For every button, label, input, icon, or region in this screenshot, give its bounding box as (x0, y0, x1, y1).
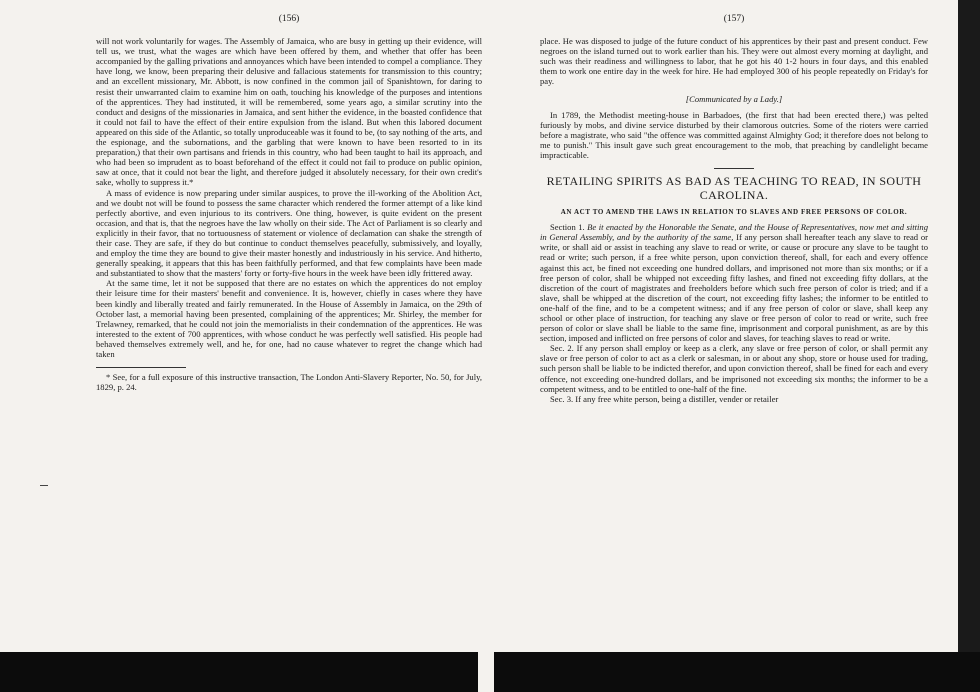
margin-mark (40, 485, 48, 486)
section-1-lead: Section 1. (550, 222, 588, 233)
section-2: Sec. 2. If any person shall employ or keep as a clerk, any slave or free person of color, or shall permit any slave or free person of color to act as a clerk or salesman, in or about any shop, store or house used for trading, such person shall be liable to be indicted therefor, and upon conviction thereof, shall be fined for each and every offence, not exceeding one-hundred dollars, and be imprisoned not exceeding six months; the informer to be a competent witness, and to be entitled to one-half of the fine. (540, 343, 928, 394)
left-paragraph-3: At the same time, let it not be supposed that there are no estates on which the apprentices do not employ their leisure time for their masters' benefit and convenience. It is, however, chiefly in cases where they have been kindly and liberally treated and fairly remunerated. In the House of Assembly in Jamaica, on the 29th of October last, a memorial having been presented, complaining of the apprentices; Mr. Shirley, the member for Trelawney, remarked, that he could not join the memorialists in their condemnation of the apprentices. He was interested to the extent of 700 apprentices, with whose conduct he was perfectly well satisfied. His people had behaved themselves extremely well, and he, for one, had no cause whatever to regret the change which had taken (96, 278, 482, 359)
section-1-text: If any person shall hereafter teach any slave to read or write, or shall aid or assist in teaching any slave to read or write, or cause or procure any slave to be taught to read or write; such person, if a free white person, upon conviction thereof, shall, for each and every offence against this act, be fined not exceeding one hundred dollars, and imprisoned not more than six months; or if a free person of color, shall be whipped not exceeding fifty lashes, and fined not exceeding fifty dollars, at the discretion of the court of magistrates and freeholders before which such free person of color is tried; and if a slave, shall be whipped at the discretion of the court, not exceeding fifty lashes; the informer to be entitled to one-half of the fine, and to be a competent witness; and if any free person of color or slave, shall keep any school or other place of instruction, for teaching any slave or free person of color to read or write, such free person of color or slave shall be liable to the same fine, imprisonment and corporal punishment, as are by this section, imposed and inflicted on free persons of color and slaves, for teaching slaves to read or write. (540, 232, 928, 344)
right-page-number: (157) (723, 14, 745, 24)
left-page-number: (156) (278, 14, 300, 24)
scan-bottom-gap (478, 652, 494, 692)
enacting-clause: Be it enacted by the Honorable the Senate, and the House of Representatives, now met and sitting in General Assembly, and by the authority of the same, (540, 222, 929, 243)
left-paragraph-1: will not work voluntarily for wages. The Assembly of Jamaica, who are busy in getting up their evidence, will tell us, we trust, what the wages are which have been offered by them, and whether that offer has been accompanied by the galling privations and annoyances which have been intended to compel a compliance. They have long, we know, been preparing their delusive and fallacious statements for transmission to this country; and an excellent missionary, Mr. Abbott, is now confined in the common jail of Spanishtown, for daring to resist their unwarranted claim to examine him on oath, touching his knowledge of the purposes and intentions of the apprentices. They had instituted, it will be remembered, some years ago, a similar scrutiny into the conduct and designs of the missionaries in Jamaica, and sent hither the evidence, in the boasted confidence that it could not fail to have the effect of their entire expulsion from the island. But when this labored document appeared on this side of the Atlantic, so totally unproduceable was it found to be, (to say nothing of the arts, and the espionage, and the subornations, and the garbling that were known to have been resorted to in its preparation,) that their own partisans and friends in this country, who had been taught to hail its approach, and who had been so imprudent as to boast beforehand of the effect it could not fail to produce on public opinion, saw at once, that it could not bear the light, and therefore judged it absolutely necessary, for their own credit's sake, wholly to suppress it.* (96, 36, 482, 188)
section-divider (714, 168, 754, 169)
left-footnote: * See, for a full exposure of this instructive transaction, The London Anti-Slavery Reporter, No. 50, for July, 1829, p. 24. (96, 372, 482, 393)
section-3: Sec. 3. If any free white person, being a distiller, vender or retailer (550, 393, 779, 404)
article-heading: RETAILING SPIRITS AS BAD AS TEACHING TO READ, IN SOUTH CAROLINA. (546, 174, 922, 203)
right-page (540, 14, 928, 404)
footnote-rule (96, 367, 186, 368)
left-page (96, 14, 482, 392)
scan-edge-shadow (958, 0, 980, 692)
lady-paragraph: In 1789, the Methodist meeting-house in Barbadoes, (the first that had been erected there,) was pelted furiously by mobs, and divine service disturbed by their clamorous outcries. Some of the rioters were carried before a magistrate, who said "the offence was committed against Almighty God; it therefore does not belong to me to punish." This insult gave such great encouragement to the mob, that preaching by candlelight became impracticable. (540, 109, 928, 161)
left-paragraph-2: A mass of evidence is now preparing under similar auspices, to prove the ill-working of the Abolition Act, and we doubt not will be found to possess the same character which rendered the former attempt of a like kind perfectly abortive, and even injurious to its contrivers. One thing, however, is quite evident on the present occasion, and that is, that the negroes have the law wholly on their side. The Act of Parliament is so clearly and explicitly in their favor, that no tortuousness of statement or violence of declamation can shake the strength of their case. They are safe, if they do but continue to conduct themselves peacefully, submissively, and loyally, and employ the time they are bound to give their master honestly and industriously in his service. And hitherto, generally speaking, it appears that this has been faithfully performed, and that few complaints have been made and substantiated to show that the masters' forty or forty-five hours in the week have been idly frittered away. (96, 187, 482, 279)
act-title: AN ACT TO AMEND THE LAWS IN RELATION TO SLAVES AND FREE PERSONS OF COLOR. (560, 208, 908, 217)
section-1 (540, 222, 928, 343)
right-intro-paragraph: place. He was disposed to judge of the future conduct of his apprentices by their past and present conduct. Few negroes on the island turned out to work earlier than his. They were out almost every morning at daylight, and such was their readiness and willingness to labor, that he got his 40 1-2 hours in four days, and this enabled them to work one entire day in the week for hire. He had employed 300 of his people repeatedly on Friday's for pay. (540, 36, 928, 87)
communicated-note: [Communicated by a Lady.] (685, 93, 783, 104)
